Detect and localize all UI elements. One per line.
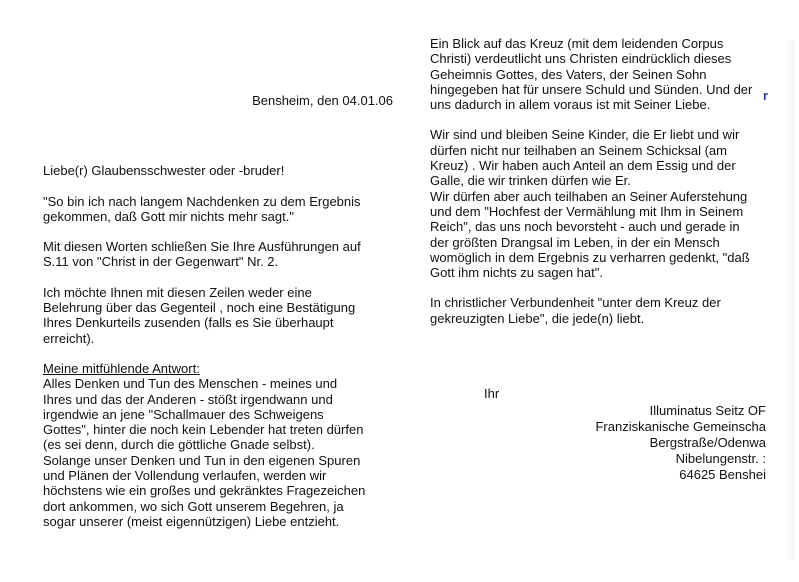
signature-region: Bergstraße/Odenwa	[649, 435, 766, 450]
scan-edge-shadow	[783, 40, 795, 560]
closing-line: In christlicher Verbundenheit "unter dem Kreuz der gekreuzigten Liebe", die jede(n) liebt.	[430, 295, 721, 326]
quote-context: Mit diesen Worten schließen Sie Ihre Ausführungen auf S.11 von "Christ in der Gegenwart" Nr. 2.	[43, 239, 361, 270]
cross-paragraph: Ein Blick auf das Kreuz (mit dem leidenden Corpus Christi) verdeutlicht uns Christen eindrücklich dieses Geheimnis Gottes, des Vaters, der Seinen Sohn hingegeben hat für unsere Schuld und Sünden. Und der uns dadurch in allem voraus ist mit Seiner Liebe.	[430, 36, 753, 113]
signature-block	[560, 403, 766, 483]
signature-street: Nibelungenstr. :	[675, 451, 766, 466]
answer-heading: Meine mitfühlende Antwort:	[43, 360, 200, 376]
quoted-statement: "So bin ich nach langem Nachdenken zu dem Ergebnis gekommen, daß Gott mir nichts mehr sagt."	[43, 193, 361, 224]
signature-name: Illuminatus Seitz OF	[649, 403, 766, 418]
signature-org: Franziskanische Gemeinscha	[595, 419, 766, 434]
children-paragraph: Wir sind und bleiben Seine Kinder, die Er liebt und wir dürfen nicht nur teilhaben an Seinem Schicksal (am Kreuz) . Wir haben auch Anteil an dem Essig und der Galle, die wir trinken dürfen wie Er. Wir dürfen aber auch teilhaben an Seiner Auferstehung und dem "Hochfest der Vermählung mit Ihm in Seinem Reich", das uns noch bevorsteht - auch und gerade in der größten Drangsal im Leben, in der ein Mensch womöglich in dem Ergebnis zu verharren gedenkt, "daß Gott ihm nichts zu sagen hat".	[430, 127, 750, 281]
answer-body: Alles Denken und Tun des Menschen - meines und Ihres und das der Anderen - stößt irgendwann und irgendwie an jene "Schallmauer des Schweigens Gottes", hinter die noch kein Lebender hat treten dürfen (es sei denn, durch die göttliche Gnade selbst). Solange unser Denken und Tun in den eigenen Spuren und Plänen der Vollendung verlaufen, werden wir höchstens wie ein großes und gekränktes Fragezeichen dort ankommen, wo sich Gott unserem Begehren, ja sogar unserer (meist eigennützigen) Liebe entzieht.	[43, 376, 366, 529]
handwritten-ink-mark: r	[763, 88, 769, 103]
right-column	[430, 36, 798, 326]
ihr-signoff: Ihr	[484, 386, 500, 401]
salutation: Liebe(r) Glaubensschwester oder -bruder!	[43, 163, 285, 179]
signature-city: 64625 Benshei	[679, 467, 766, 482]
letter-intent: Ich möchte Ihnen mit diesen Zeilen weder eine Belehrung über das Gegenteil , noch eine Bestätigung Ihres Denkurteils zusenden (falls es Sie überhaupt erreicht).	[43, 284, 356, 346]
letter-date: Bensheim, den 04.01.06	[252, 93, 393, 108]
left-column	[43, 93, 393, 529]
